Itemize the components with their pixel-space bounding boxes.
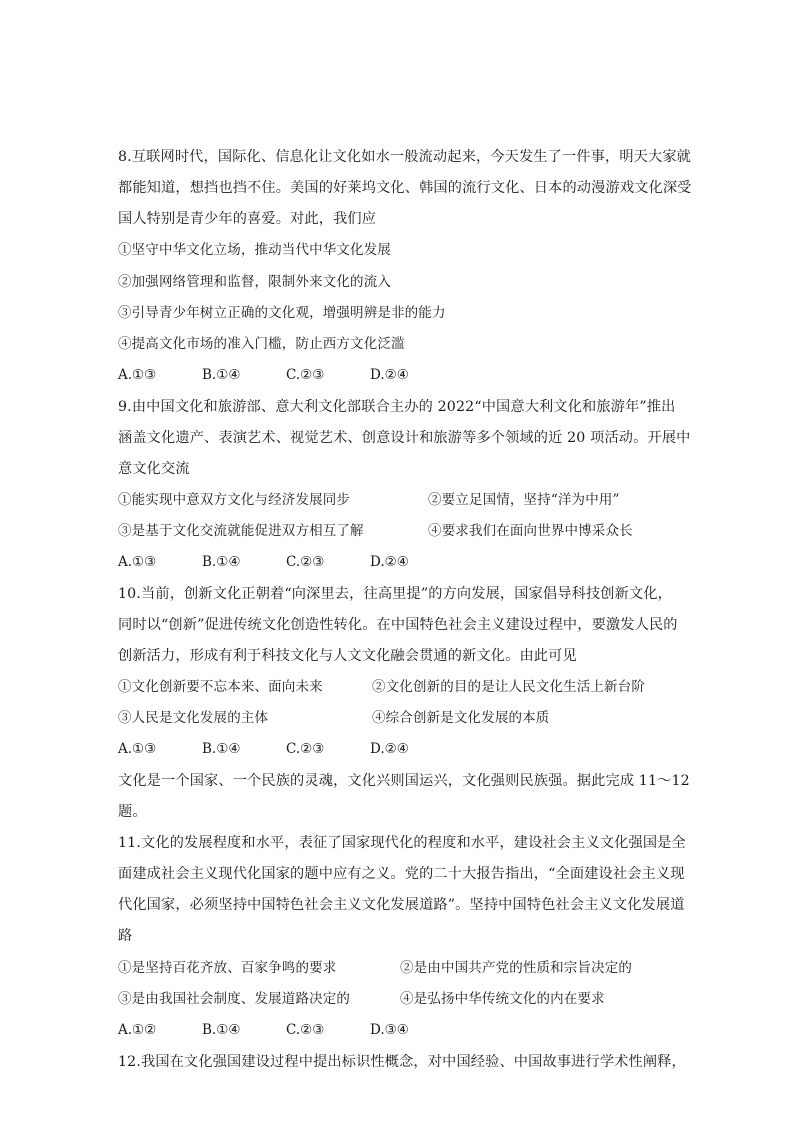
material-intro-line-2: 题。: [118, 804, 147, 820]
q9-choice-a[interactable]: A.①③: [118, 554, 157, 570]
q8-statement-2: ②加强网络管理和监督，限制外来文化的流入: [118, 274, 391, 290]
q9-choice-d[interactable]: D.②④: [370, 554, 409, 570]
q9-stem-line-1: 9.由中国文化和旅游部、意大利文化部联合主办的 2022“中国意大利文化和旅游年”推出: [118, 399, 676, 415]
q10-stem-line-1: 10.当前，创新文化正朝着“向深里去，往高里提”的方向发展，国家倡导科技创新文化，: [118, 586, 672, 602]
q8-stem-line-1: 8.互联网时代，国际化、信息化让文化如水一般流动起来，今天发生了一件事，明天大家就: [118, 149, 692, 165]
q11-stem-line-3: 代化国家，必须坚持中国特色社会主义文化发展道路”。坚持中国特色社会主义文化发展道: [118, 897, 685, 913]
q8-stem-line-2: 都能知道，想挡也挡不住。美国的好莱坞文化、韩国的流行文化、日本的动漫游戏文化深受: [118, 180, 692, 196]
q10-statement-1: ①文化创新要不忘本来、面向未来: [118, 679, 323, 695]
q10-choice-a[interactable]: A.①③: [118, 741, 157, 757]
q11-choices: [118, 1020, 518, 1040]
q8-statement-1: ①坚守中华文化立场，推动当代中华文化发展: [118, 242, 391, 258]
q12-stem-line-1: 12.我国在文化强国建设过程中提出标识性概念，对中国经验、中国故事进行学术性阐释，: [118, 1054, 686, 1070]
q9-stem-line-3: 意文化交流: [118, 461, 190, 477]
q10-stem-line-3: 创新活力，形成有利于科技文化与人文文化融会贯通的新文化。由此可见: [118, 648, 577, 664]
q9-stem-line-2: 涵盖文化遗产、表演艺术、视觉艺术、创意设计和旅游等多个领域的近 20 项活动。开展中: [118, 430, 691, 446]
q10-statement-2: ②文化创新的目的是让人民文化生活上新台阶: [372, 679, 645, 695]
q11-choice-a[interactable]: A.①②: [118, 1022, 157, 1038]
q11-statement-3: ③是由我国社会制度、发展道路决定的: [118, 991, 351, 1007]
q8-choice-b[interactable]: B.①④: [202, 367, 241, 383]
material-intro-line-1: 文化是一个国家、一个民族的灵魂，文化兴则国运兴，文化强则民族强。据此完成 11～12: [118, 773, 690, 789]
q11-stem-line-4: 路: [118, 928, 133, 944]
q10-choice-c[interactable]: C.②③: [286, 741, 325, 757]
q11-choice-b[interactable]: B.①④: [202, 1022, 241, 1038]
q10-statement-3: ③人民是文化发展的主体: [118, 710, 269, 726]
q10-statement-4: ④综合创新是文化发展的本质: [372, 710, 550, 726]
q11-stem-line-1: 11.文化的发展程度和水平，表征了国家现代化的程度和水平，建设社会主义文化强国是全: [118, 835, 686, 851]
q8-statement-4: ④提高文化市场的准入门槛，防止西方文化泛滥: [118, 336, 405, 352]
q11-choice-d[interactable]: D.③④: [370, 1022, 409, 1038]
q10-choices: [118, 739, 518, 759]
q11-choice-c[interactable]: C.②③: [286, 1022, 325, 1038]
q11-statement-1: ①是坚持百花齐放、百家争鸣的要求: [118, 960, 337, 976]
q8-choices: [118, 365, 518, 385]
q9-statement-2: ②要立足国情，坚持“洋为中用”: [428, 492, 620, 508]
q8-statement-3: ③引导青少年树立正确的文化观，增强明辨是非的能力: [118, 305, 446, 321]
q11-stem-line-2: 面建成社会主义现代化国家的题中应有之义。党的二十大报告指出，“全面建设社会主义现: [118, 866, 685, 882]
q9-statement-3: ③是基于文化交流就能促进双方相互了解: [118, 523, 364, 539]
q9-statement-1: ①能实现中意双方文化与经济发展同步: [118, 492, 351, 508]
q9-choice-c[interactable]: C.②③: [286, 554, 325, 570]
q8-stem-line-3: 国人特别是青少年的喜爱。对此，我们应: [118, 211, 377, 227]
q11-statement-4: ④是弘扬中华传统文化的内在要求: [400, 991, 605, 1007]
q10-choice-b[interactable]: B.①④: [202, 741, 241, 757]
q10-stem-line-2: 同时以“创新”促进传统文化创造性转化。在中国特色社会主义建设过程中，要激发人民的: [118, 617, 678, 633]
q9-choice-b[interactable]: B.①④: [202, 554, 241, 570]
q8-choice-c[interactable]: C.②③: [286, 367, 325, 383]
q9-statement-4: ④要求我们在面向世界中博采众长: [428, 523, 633, 539]
q9-choices: [118, 552, 518, 572]
q8-choice-d[interactable]: D.②④: [370, 367, 409, 383]
q10-choice-d[interactable]: D.②④: [370, 741, 409, 757]
q11-statement-2: ②是由中国共产党的性质和宗旨决定的: [400, 960, 633, 976]
q8-choice-a[interactable]: A.①③: [118, 367, 157, 383]
